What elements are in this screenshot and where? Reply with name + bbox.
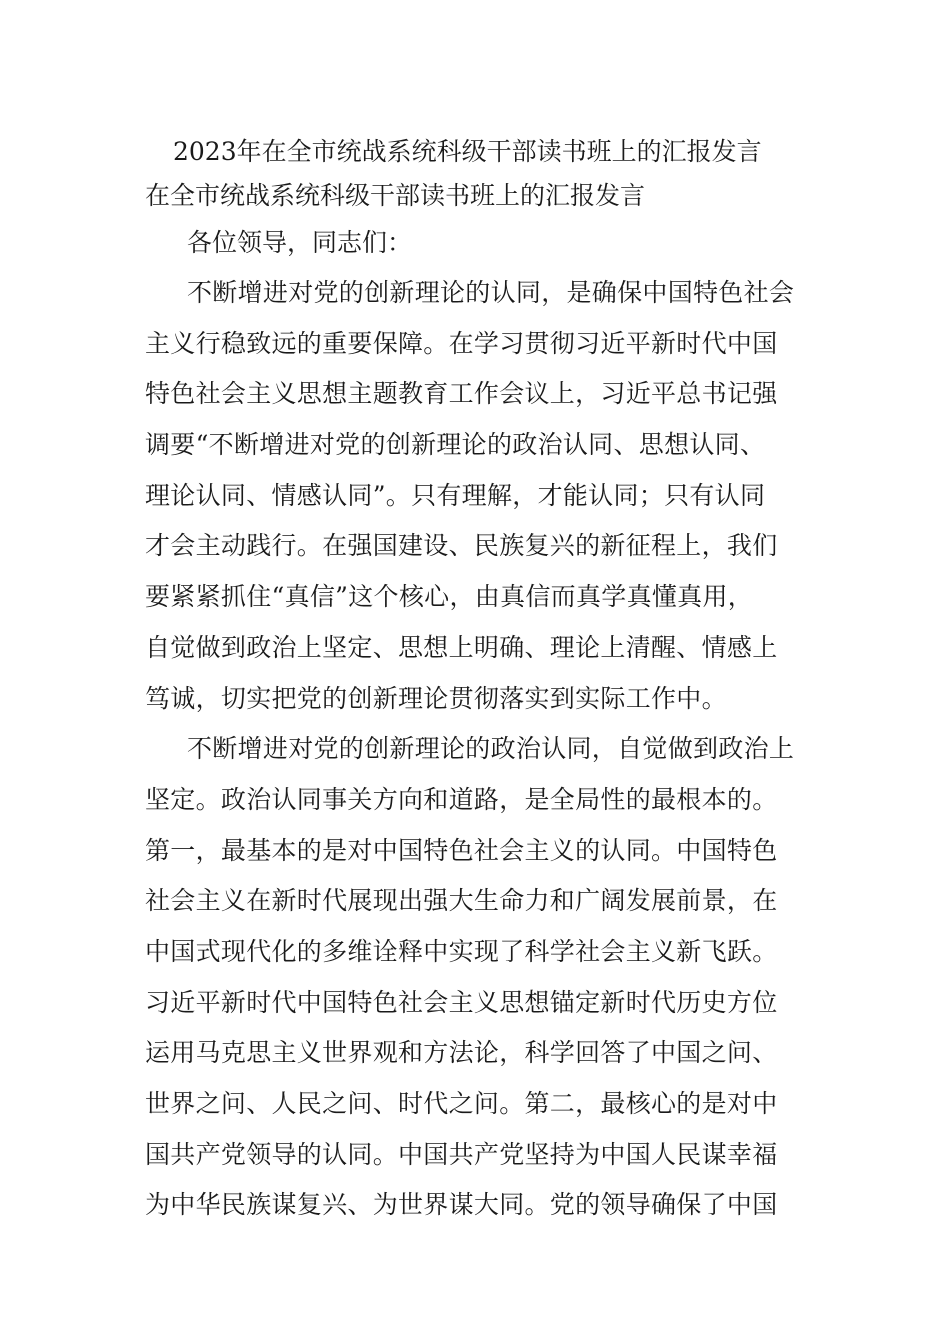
document-body: [145, 130, 810, 1231]
paragraph-line: 社会主义在新时代展现出强大生命力和广阔发展前景，在: [145, 886, 778, 916]
paragraph-line: 笃诚，切实把党的创新理论贯彻落实到实际工作中。: [145, 683, 727, 713]
paragraph-2: [145, 724, 810, 1231]
paragraph-line: 要紧紧抓住“真信”这个核心，由真信而真学真懂真用，: [145, 582, 754, 612]
paragraph-line: 运用马克思主义世界观和方法论，科学回答了中国之问、: [145, 1038, 778, 1068]
greeting: 各位领导，同志们：: [187, 228, 413, 257]
paragraph-line: 国共产党领导的认同。中国共产党坚持为中国人民谋幸福: [145, 1139, 778, 1169]
paragraph-line: 第一，最基本的是对中国特色社会主义的认同。中国特色: [145, 835, 778, 865]
paragraph-line: 不断增进对党的创新理论的政治认同，自觉做到政治上: [187, 734, 795, 764]
paragraph-line: 理论认同、情感认同”。只有理解，才能认同；只有认同: [145, 480, 766, 510]
paragraph-line: 为中华民族谋复兴、为世界谋大同。党的领导确保了中国: [145, 1190, 778, 1220]
paragraph-1: [145, 268, 810, 724]
document-subtitle: 在全市统战系统科级干部读书班上的汇报发言: [145, 181, 646, 210]
paragraph-line: 不断增进对党的创新理论的认同，是确保中国特色社会: [187, 278, 795, 307]
paragraph-line: 特色社会主义思想主题教育工作会议上，习近平总书记强: [145, 379, 778, 409]
document-title: 2023年在全市统战系统科级干部读书班上的汇报发言: [173, 137, 762, 166]
paragraph-line: 调要“不断增进对党的创新理论的政治认同、思想认同、: [145, 430, 766, 460]
paragraph-line: 坚定。政治认同事关方向和道路，是全局性的最根本的。: [145, 784, 778, 814]
paragraph-line: 世界之问、人民之问、时代之问。第二，最核心的是对中: [145, 1089, 778, 1118]
paragraph-line: 主义行稳致远的重要保障。在学习贯彻习近平新时代中国: [145, 328, 778, 358]
paragraph-line: 自觉做到政治上坚定、思想上明确、理论上清醒、情感上: [145, 632, 778, 662]
paragraph-line: 中国式现代化的多维诠释中实现了科学社会主义新飞跃。: [145, 936, 778, 966]
paragraph-line: 才会主动践行。在强国建设、民族复兴的新征程上，我们: [145, 531, 778, 561]
paragraph-line: 习近平新时代中国特色社会主义思想锚定新时代历史方位: [145, 987, 778, 1017]
